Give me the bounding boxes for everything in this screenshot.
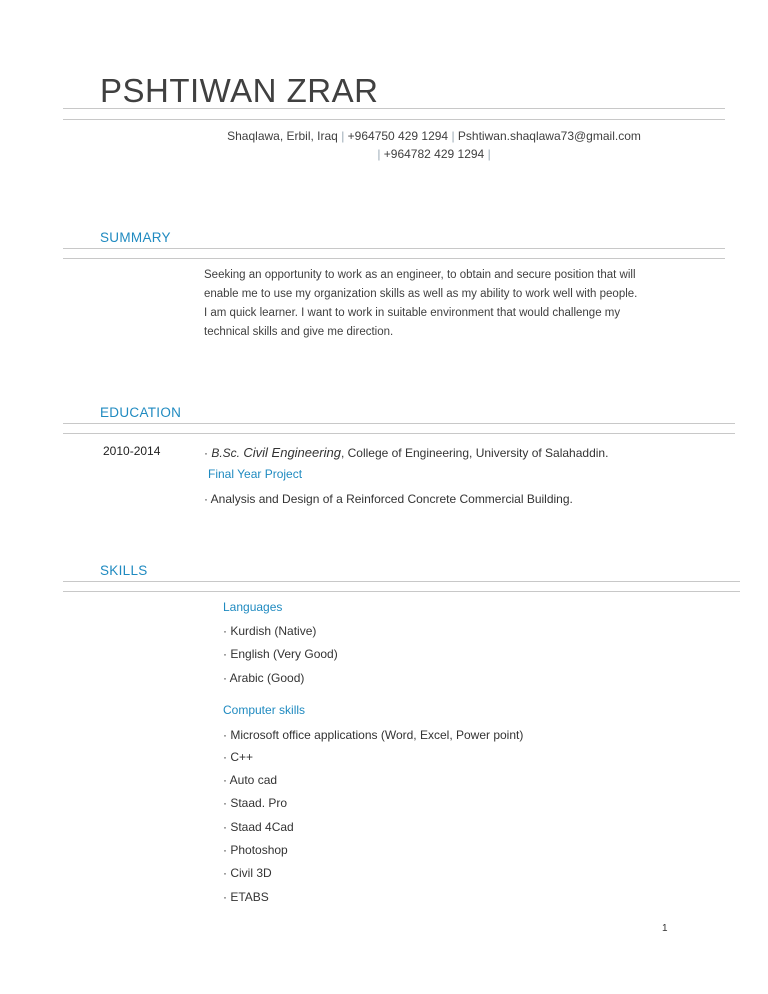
contact-line-2: | +964782 429 1294 | <box>377 147 491 161</box>
divider <box>63 258 725 259</box>
list-item: · C++ <box>223 750 254 764</box>
divider <box>63 108 725 109</box>
divider <box>63 423 735 424</box>
summary-line: Seeking an opportunity to work as an engineer, to obtain and secure position that will <box>204 269 636 281</box>
education-heading: EDUCATION <box>100 405 182 420</box>
list-item: · Kurdish (Native) <box>223 624 317 638</box>
phone-2: +964782 429 1294 <box>383 147 485 161</box>
divider <box>63 433 735 434</box>
list-item: · Auto cad <box>223 773 278 787</box>
email: Pshtiwan.shaqlawa73@gmail.com <box>457 129 641 143</box>
degree-line: · B.Sc. Civil Engineering, College of Engineering, University of Salahaddin. <box>204 445 609 460</box>
list-item: · Arabic (Good) <box>223 671 305 685</box>
list-item: · ETABS <box>223 890 269 904</box>
degree: B.Sc. <box>211 446 241 460</box>
list-item: · Civil 3D <box>223 866 272 880</box>
summary-line: enable me to use my organization skills as well as my ability to work well with people. <box>204 288 638 300</box>
computer-skills-label: Computer skills <box>223 703 306 717</box>
institution: , College of Engineering, University of Salahaddin. <box>340 446 609 460</box>
contact-info <box>204 127 664 163</box>
divider <box>63 248 725 249</box>
education-date: 2010-2014 <box>103 444 161 458</box>
project-label: Final Year Project <box>208 467 303 481</box>
candidate-name: PSHTIWAN ZRAR <box>100 72 379 109</box>
summary-line: technical skills and give me direction. <box>204 326 394 338</box>
phone-1: +964750 429 1294 <box>347 129 449 143</box>
skills-heading: SKILLS <box>100 563 148 578</box>
list-item: · Photoshop <box>223 843 288 857</box>
divider <box>63 119 725 120</box>
summary-text <box>204 266 690 342</box>
summary-line: I am quick learner. I want to work in suitable environment that would challenge my <box>204 307 621 319</box>
contact-line-1: Shaqlawa, Erbil, Iraq | +964750 429 1294 | Pshtiwan.shaqlawa73@gmail.com <box>227 129 641 143</box>
field-of-study: Civil Engineering <box>243 445 341 460</box>
list-item: · English (Very Good) <box>223 647 338 661</box>
divider <box>63 581 740 582</box>
languages-label: Languages <box>223 600 283 614</box>
list-item: · Microsoft office applications (Word, Excel, Power point) <box>223 728 524 742</box>
page-number: 1 <box>662 923 668 934</box>
location: Shaqlawa, Erbil, Iraq <box>227 129 338 143</box>
project-line: · Analysis and Design of a Reinforced Concrete Commercial Building. <box>204 492 573 506</box>
list-item: · Staad. Pro <box>223 796 288 810</box>
list-item: · Staad 4Cad <box>223 820 294 834</box>
divider <box>63 591 740 592</box>
summary-heading: SUMMARY <box>100 230 171 245</box>
project-title: Analysis and Design of a Reinforced Concrete Commercial Building. <box>210 492 573 506</box>
